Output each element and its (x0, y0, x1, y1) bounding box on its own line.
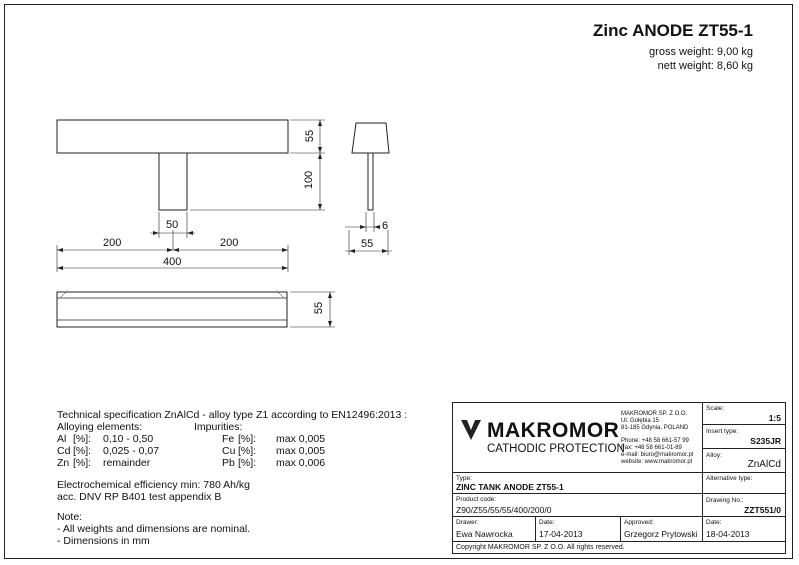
spec-line: Technical specification ZnAlCd - alloy type Z1 according to EN12496:2013 : (57, 409, 408, 421)
imp-val: max 0,006 (276, 457, 326, 469)
spec-val: 0,025 - 0,07 (103, 445, 160, 457)
company-division: CATHODIC PROTECTION (487, 443, 625, 455)
makromor-logo-icon (460, 418, 482, 442)
imp-el: Pb (222, 457, 235, 469)
dim-200-left: 200 (103, 237, 122, 249)
dim-55-bottom: 55 (313, 301, 326, 315)
type-value: ZINC TANK ANODE ZT55-1 (456, 482, 564, 492)
drawer-value: Ewa Nawrocka (456, 529, 513, 539)
drawer-label: Drawer: (456, 519, 479, 526)
date-drawn-value: 17-04-2013 (539, 529, 583, 539)
dim-55-side: 55 (361, 238, 374, 250)
type-label: Type: (456, 475, 472, 482)
dim-100: 100 (303, 170, 316, 190)
spec-el: Cd (57, 445, 71, 457)
spec-unit: [%]: (73, 457, 92, 469)
spec-val: remainder (103, 457, 151, 469)
address-line: 81-185 Gdynia, POLAND (621, 425, 689, 431)
approved-label: Approved: (624, 519, 654, 526)
anode-side-view (352, 123, 389, 153)
product-code-label: Product code: (456, 496, 497, 503)
address-line: MAKROMOR SP. Z O.O. (621, 411, 688, 417)
insert-stem-side (368, 153, 373, 210)
efficiency: Electrochemical efficiency min: 780 Ah/kg (57, 479, 250, 491)
imp-unit: [%]: (238, 457, 257, 469)
address-line: Ul. Gołębia 15 (621, 418, 660, 424)
company-name: MAKROMOR (487, 419, 620, 442)
spec-el: Zn (57, 457, 70, 469)
imp-val: max 0,005 (276, 445, 326, 457)
spec-unit: [%]: (73, 445, 92, 457)
address-line: Fax: +48 58 661-01-89 (621, 445, 682, 451)
alloy-value: ZnAlCd (747, 459, 781, 470)
imp-el: Fe (222, 433, 235, 445)
product-code-value: Z90/Z55/55/55/400/200/0 (456, 505, 552, 515)
anode-bar-front (57, 120, 288, 153)
scale-label: Scale: (706, 405, 725, 412)
dim-400: 400 (163, 256, 182, 268)
spec-val: 0,10 - 0,50 (103, 433, 154, 445)
drawing-no-label: Drawing No.: (706, 497, 744, 504)
approved-value: Grzegorz Prytowski (624, 529, 698, 539)
note-item: - Dimensions in mm (57, 535, 150, 547)
spec-el: Al (57, 433, 67, 445)
note-item: - All weights and dimensions are nominal. (57, 523, 251, 535)
dim-6: 6 (382, 220, 389, 232)
insert-stem-front (159, 153, 187, 210)
acc-standard: acc. DNV RP B401 test appendix B (57, 491, 222, 503)
note-title: Note: (57, 511, 83, 523)
alloy-label: Alloy: (706, 452, 722, 459)
drawing-title: Zinc ANODE ZT55-1 (593, 21, 753, 40)
date-approved-value: 18-04-2013 (706, 529, 750, 539)
dim-55-top: 55 (304, 129, 317, 143)
imp-unit: [%]: (238, 445, 257, 457)
address-line: e-mail: biuro@makromor.pl (621, 452, 694, 458)
address-line: Phone: +48 58 661-57 99 (621, 438, 689, 444)
insert-type-value: S235JR (750, 436, 781, 446)
insert-type-label: Insert type: (706, 428, 739, 435)
spec-unit: [%]: (73, 433, 92, 445)
address-line: website: www.makromor.pl (621, 459, 693, 465)
drawing-no-value: ZZT551/0 (744, 505, 781, 515)
date-drawn-label: Date: (539, 519, 555, 526)
nett-weight: nett weight: 8,60 kg (657, 60, 753, 72)
anode-top-view (57, 292, 287, 327)
scale-value: 1:5 (768, 413, 781, 423)
imp-el: Cu (222, 445, 236, 457)
date-approved-label: Date: (706, 519, 722, 526)
copyright: Copyright MAKROMOR SP. Z O.O. All rights reserved. (456, 544, 625, 551)
imp-val: max 0,005 (276, 433, 326, 445)
gross-weight: gross weight: 9,00 kg (649, 46, 753, 58)
imp-unit: [%]: (238, 433, 257, 445)
alloying-label: Alloying elements: (57, 421, 143, 433)
impurities-label: Impurities: (194, 421, 243, 433)
dim-200-right: 200 (220, 237, 239, 249)
alternative-type-label: Alternative type: (706, 475, 753, 482)
dim-50: 50 (166, 219, 179, 231)
